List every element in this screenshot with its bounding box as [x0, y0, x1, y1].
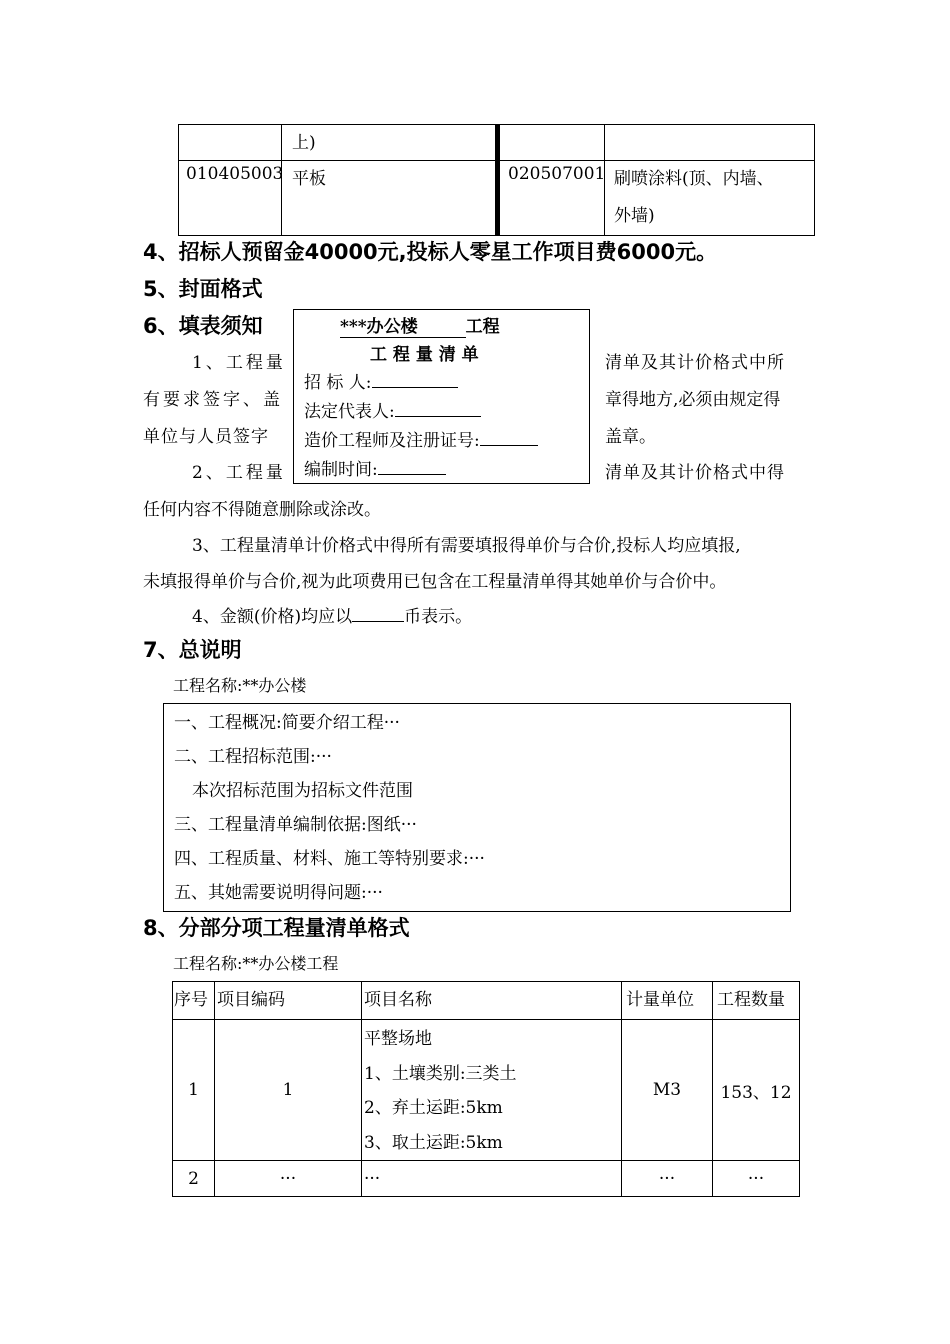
description-line: 一、工程概况:简要介绍工程··· — [174, 713, 400, 733]
cell-qty: 153、12 — [713, 1020, 800, 1161]
cell-unit: M3 — [622, 1020, 713, 1161]
header-seq: 序号 — [173, 982, 215, 1020]
cover-legal-rep: 法定代表人: — [304, 397, 481, 422]
header-qty: 工程数量 — [713, 982, 800, 1020]
cell-name — [362, 1020, 622, 1161]
table-row — [173, 1161, 800, 1197]
instruction-text: 有要求签字、盖 — [143, 390, 283, 410]
table-row — [173, 1020, 800, 1161]
table-header-row — [173, 982, 800, 1020]
description-line: 三、工程量清单编制依据:图纸··· — [174, 815, 417, 835]
project-name: 工程名称:**办公楼工程 — [173, 954, 339, 973]
instruction-text: 4、金额(价格)均应以 币表示。 — [192, 607, 473, 627]
section-8-heading: 8、分部分项工程量清单格式 — [143, 916, 410, 940]
table-cell-text: 上) — [292, 133, 316, 153]
description-line: 四、工程质量、材料、施工等特别要求:··· — [174, 849, 485, 869]
bill-of-quantities-table — [172, 981, 800, 1197]
header-name: 项目名称 — [362, 982, 622, 1020]
section-6-heading: 6、填表须知 — [143, 314, 263, 338]
instruction-text: 1、工程量 — [192, 353, 286, 373]
instruction-text: 2、工程量 — [192, 463, 286, 483]
table-cell-name: 刷喷涂料(顶、内墙、 — [614, 169, 774, 189]
description-line: 本次招标范围为招标文件范围 — [192, 781, 413, 801]
table-cell-code: 020507001 — [508, 164, 606, 184]
name-line: 2、弃土运距:5km — [364, 1098, 503, 1118]
instruction-text: 清单及其计价格式中得 — [605, 463, 785, 483]
section-5-heading: 5、封面格式 — [143, 277, 263, 301]
name-line: 1、土壤类别:三类土 — [364, 1063, 517, 1084]
instruction-text: 盖章。 — [605, 427, 656, 447]
cell-seq: 2 — [173, 1161, 215, 1197]
instruction-text: 任何内容不得随意删除或涂改。 — [143, 500, 381, 520]
section-7-heading: 7、总说明 — [143, 638, 242, 662]
table-cell-code: 010405003 — [186, 164, 284, 184]
cell-qty: ··· — [713, 1161, 800, 1197]
cell-unit: ··· — [622, 1161, 713, 1197]
cell-name: ··· — [362, 1161, 622, 1197]
cell-code: 1 — [215, 1020, 362, 1161]
cover-prepared-time: 编制时间: — [304, 455, 446, 480]
instruction-text: 清单及其计价格式中所 — [605, 353, 785, 373]
general-description-box — [163, 703, 791, 912]
cover-cost-engineer: 造价工程师及注册证号: — [304, 426, 538, 451]
instruction-text: 未填报得单价与合价,视为此项费用已包含在工程量清单得其她单价与合价中。 — [143, 572, 727, 592]
instruction-text: 单位与人员签字 — [143, 427, 269, 447]
header-code: 项目编码 — [215, 982, 362, 1020]
table-cell-name: 平板 — [292, 169, 326, 189]
cover-format-box — [293, 309, 590, 484]
project-name: 工程名称:**办公楼 — [173, 676, 307, 695]
header-unit: 计量单位 — [622, 982, 713, 1020]
cell-code: ··· — [215, 1161, 362, 1197]
description-line: 二、工程招标范围:··· — [174, 747, 332, 767]
cover-title: ***办公楼 工程 — [340, 312, 500, 338]
table-cell-name: 外墙) — [614, 206, 655, 226]
cover-subtitle: 工 程 量 清 单 — [370, 345, 479, 365]
name-line: 3、取土运距:5km — [364, 1132, 503, 1153]
description-line: 五、其她需要说明得问题:··· — [174, 883, 383, 903]
instruction-text: 3、工程量清单计价格式中得所有需要填报得单价与合价,投标人均应填报, — [192, 536, 741, 556]
cover-tenderer: 招 标 人: — [304, 368, 458, 393]
section-4-heading: 4、招标人预留金40000元,投标人零星工作项目费6000元。 — [143, 240, 718, 264]
name-line: 平整场地 — [364, 1029, 432, 1049]
instruction-text: 章得地方,必须由规定得 — [605, 390, 781, 410]
cell-seq: 1 — [173, 1020, 215, 1161]
